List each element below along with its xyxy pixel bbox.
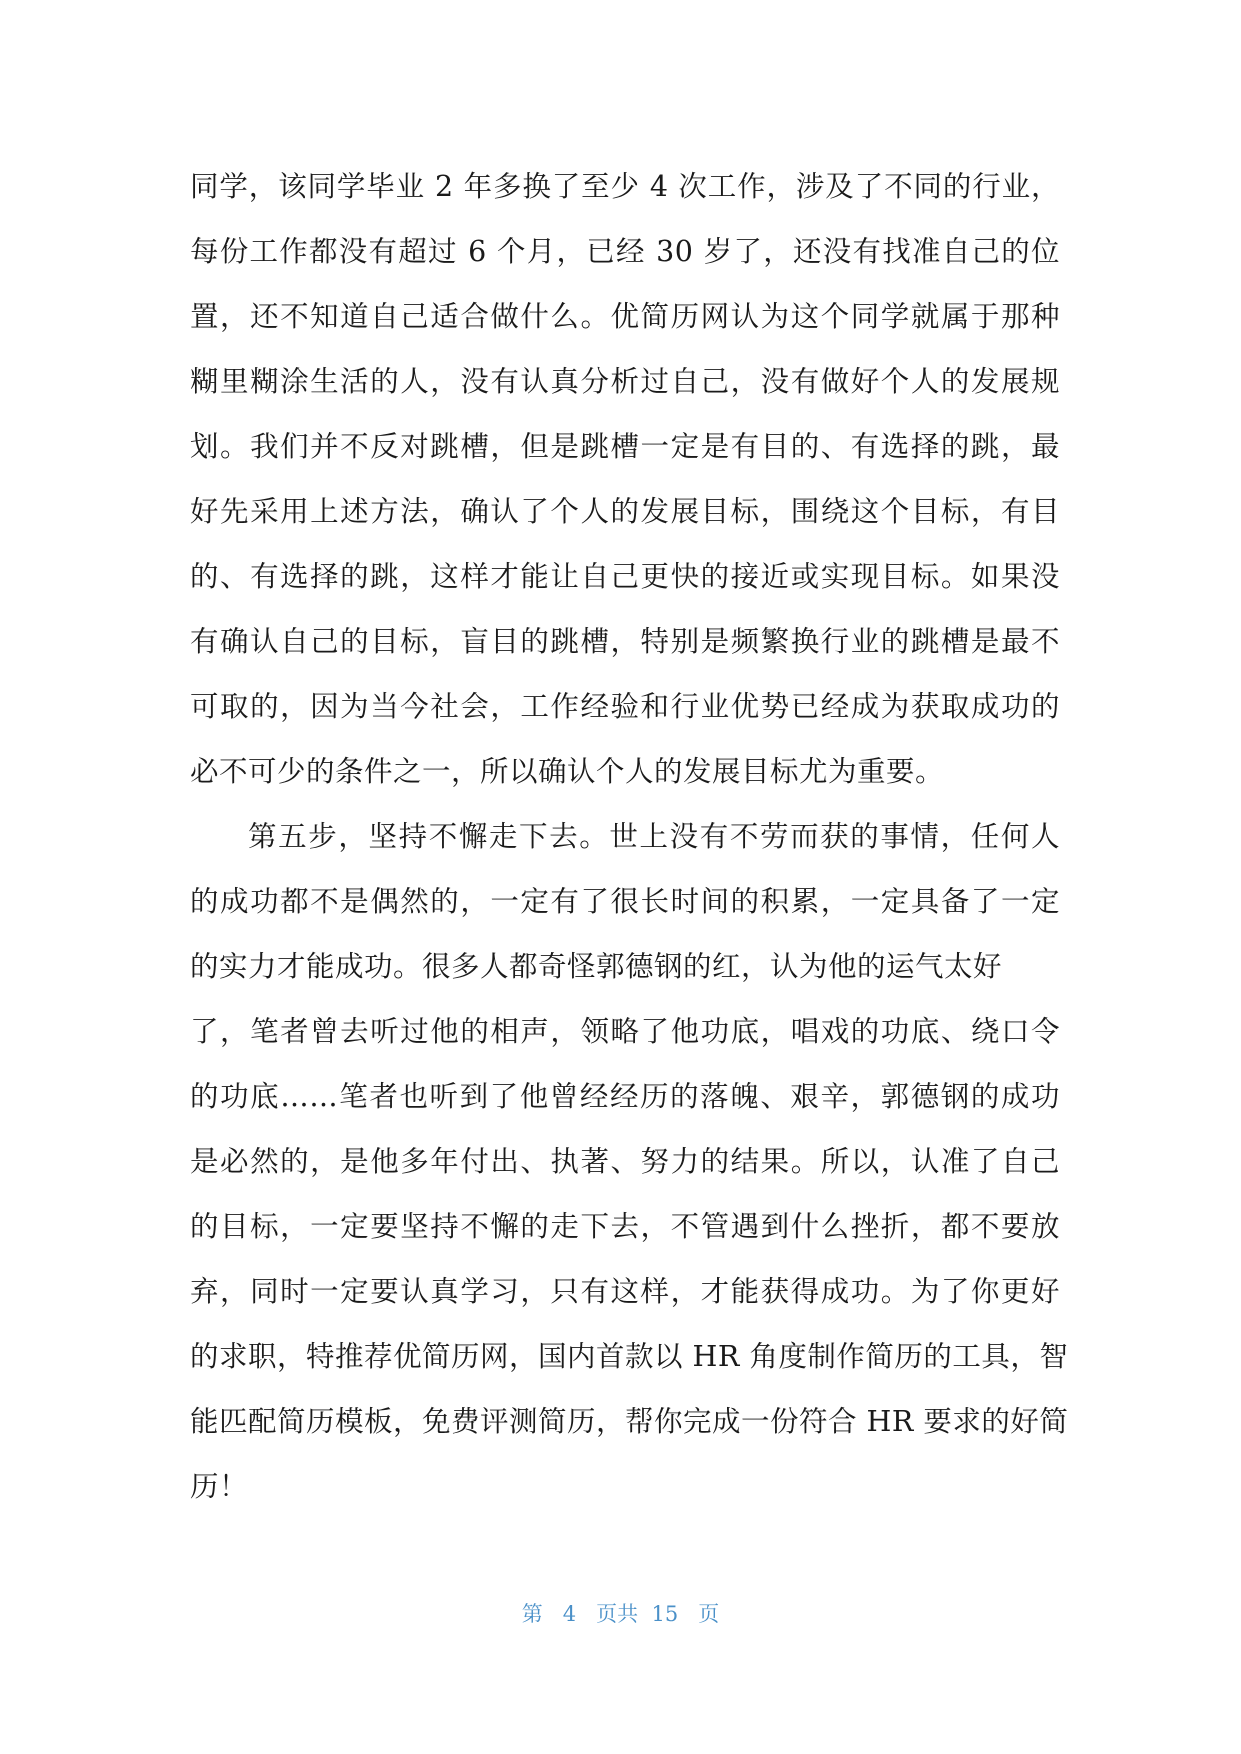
text-line: 同学，该同学毕业 2 年多换了至少 4 次工作，涉及了不同的行业， [190,170,1060,203]
paragraph-start-line: 第五步，坚持不懈走下去。世上没有不劳而获的事情，任何人 [248,820,1060,853]
text-line: 的实力才能成功。很多人都奇怪郭德钢的红，认为他的运气太好 [190,950,1003,983]
text-line: 有确认自己的目标，盲目的跳槽，特别是频繁换行业的跳槽是最不 [190,625,1060,658]
text-line: 糊里糊涂生活的人，没有认真分析过自己，没有做好个人的发展规 [190,365,1060,398]
text-line: 的、有选择的跳，这样才能让自己更快的接近或实现目标。如果没 [190,560,1060,593]
text-line: 历！ [190,1470,249,1503]
text-line: 的求职，特推荐优简历网，国内首款以 HR 角度制作简历的工具，智 [190,1340,1069,1373]
text-line: 每份工作都没有超过 6 个月，已经 30 岁了，还没有找准自己的位 [190,235,1060,268]
text-line: 的成功都不是偶然的，一定有了很长时间的积累，一定具备了一定 [190,885,1060,918]
text-line: 必不可少的条件之一，所以确认个人的发展目标尤为重要。 [190,755,945,788]
footer-suffix: 页 [698,1602,720,1626]
footer-prefix: 第 [521,1602,543,1626]
text-line: 的目标，一定要坚持不懈的走下去，不管遇到什么挫折，都不要放 [190,1210,1060,1243]
text-line: 是必然的，是他多年付出、执著、努力的结果。所以，认准了自己 [190,1145,1060,1178]
body-text [190,154,1069,1519]
current-page-number: 4 [562,1602,577,1626]
text-line: 的功底……笔者也听到了他曾经经历的落魄、艰辛，郭德钢的成功 [190,1080,1060,1113]
text-line: 划。我们并不反对跳槽，但是跳槽一定是有目的、有选择的跳，最 [190,430,1060,463]
page-footer [0,1598,1241,1628]
total-pages-number: 15 [651,1602,679,1626]
text-line: 好先采用上述方法，确认了个人的发展目标，围绕这个目标，有目 [190,495,1060,528]
text-line: 了，笔者曾去听过他的相声，领略了他功底，唱戏的功底、绕口令 [190,1015,1060,1048]
text-line: 可取的，因为当今社会，工作经验和行业优势已经成为获取成功的 [190,690,1060,723]
text-line: 置，还不知道自己适合做什么。优简历网认为这个同学就属于那种 [190,300,1060,333]
text-line: 弃，同时一定要认真学习，只有这样，才能获得成功。为了你更好 [190,1275,1060,1308]
footer-middle: 页共 [596,1602,639,1626]
text-line: 能匹配简历模板，免费评测简历，帮你完成一份符合 HR 要求的好简 [190,1405,1069,1438]
